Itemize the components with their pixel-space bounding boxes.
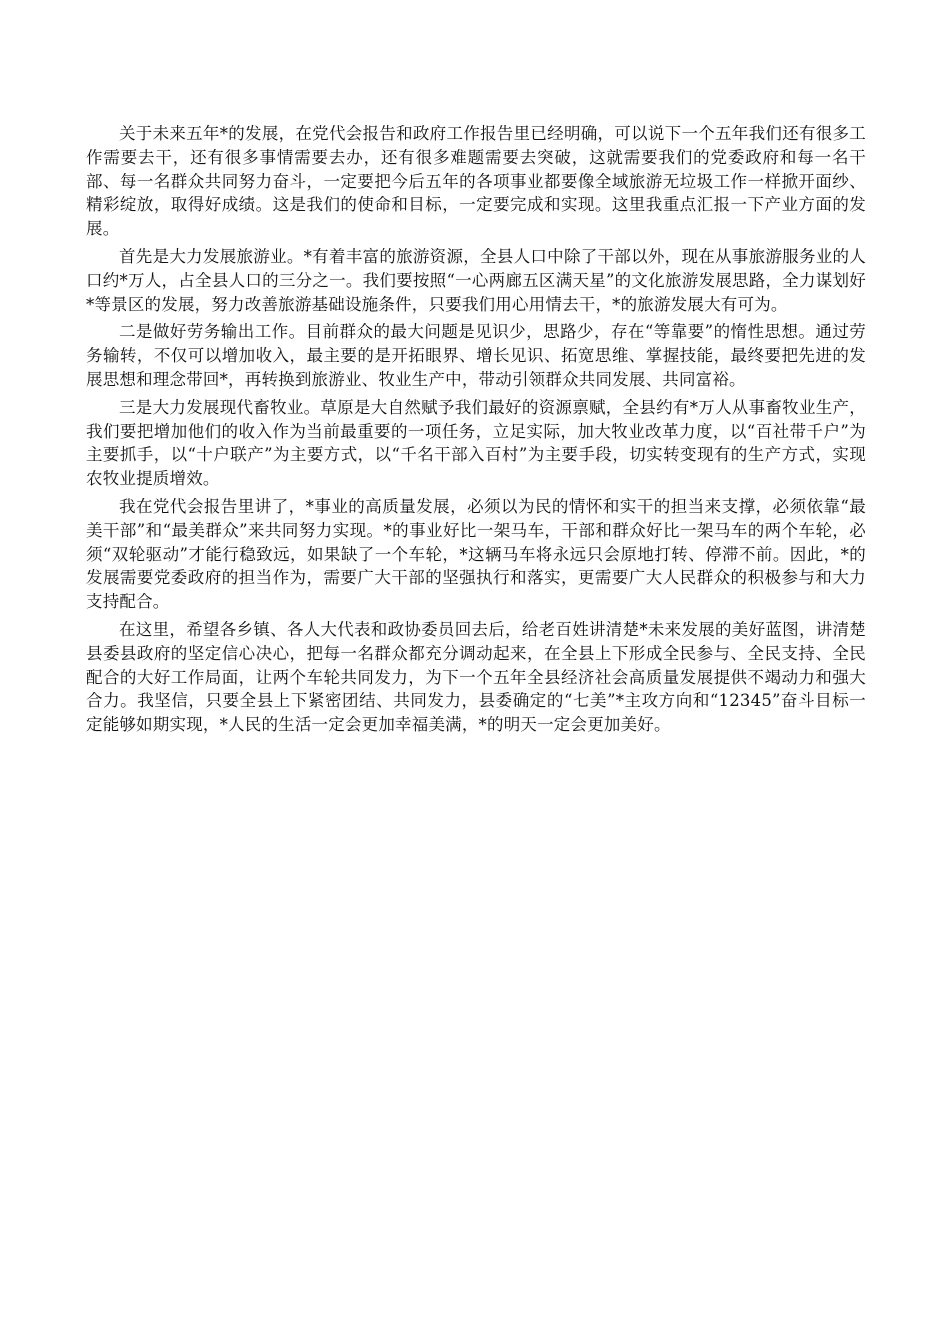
paragraph-closing-remarks: 在这里，希望各乡镇、各人大代表和政协委员回去后，给老百姓讲清楚*未来发展的美好蓝图，讲清楚县委县政府的坚定信心决心，把每一名群众都充分调动起来，在全县上下形成全民参与、全民支持、全民配合的大好工作局面，让两个车轮共同发力，为下一个五年全县经济社会高质量发展提供不竭动力和强大合力。我坚信，只要全县上下紧密团结、共同发力，县委确定的“七美”*主攻方向和“12345”奋斗目标一定能够如期实现，*人民的生活一定会更加幸福美满，*的明天一定会更加美好。: [86, 619, 866, 735]
document-body: [86, 122, 866, 741]
paragraph-tourism: 首先是大力发展旅游业。*有着丰富的旅游资源，全县人口中除了干部以外，现在从事旅游服务业的人口约*万人，占全县人口的三分之一。我们要按照“一心两廊五区满天星”的文化旅游发展思路，全力谋划好*等景区的发展，努力改善旅游基础设施条件，只要我们用心用情去干，*的旅游发展大有可为。: [86, 246, 866, 314]
paragraph-animal-husbandry: 三是大力发展现代畜牧业。草原是大自然赋予我们最好的资源禀赋，全县约有*万人从事畜牧业生产，我们要把增加他们的收入作为当前最重要的一项任务，立足实际，加大牧业改革力度，以“百社带千户”为主要抓手，以“十户联产”为主要方式，以“千名干部入百村”为主要手段，切实转变现有的生产方式，实现农牧业提质增效。: [86, 397, 866, 489]
paragraph-future-five-years: 关于未来五年*的发展，在党代会报告和政府工作报告里已经明确，可以说下一个五年我们还有很多工作需要去干，还有很多事情需要去办，还有很多难题需要去突破，这就需要我们的党委政府和每一名干部、每一名群众共同努力奋斗，一定要把今后五年的各项事业都要像全域旅游无垃圾工作一样掀开面纱、精彩绽放，取得好成绩。这是我们的使命和目标，一定要完成和实现。这里我重点汇报一下产业方面的发展。: [86, 124, 866, 239]
paragraph-labor-export: 二是做好劳务输出工作。目前群众的最大问题是见识少，思路少，存在“等靠要”的惰性思想。通过劳务输转，不仅可以增加收入，最主要的是开拓眼界、增长见识、拓宽思维、掌握技能，最终要把先进的发展思想和理念带回*，再转换到旅游业、牧业生产中，带动引领群众共同发展、共同富裕。: [86, 322, 866, 389]
paragraph-high-quality-development: 我在党代会报告里讲了，*事业的高质量发展，必须以为民的情怀和实干的担当来支撑，必须依靠“最美干部”和“最美群众”来共同努力实现。*的事业好比一架马车，干部和群众好比一架马车的两个车轮，必须“双轮驱动”才能行稳致远，如果缺了一个车轮，*这辆马车将永远只会原地打转、停滞不前。因此，*的发展需要党委政府的担当作为，需要广大干部的坚强执行和落实，更需要广大人民群众的积极参与和大力支持配合。: [86, 496, 866, 612]
